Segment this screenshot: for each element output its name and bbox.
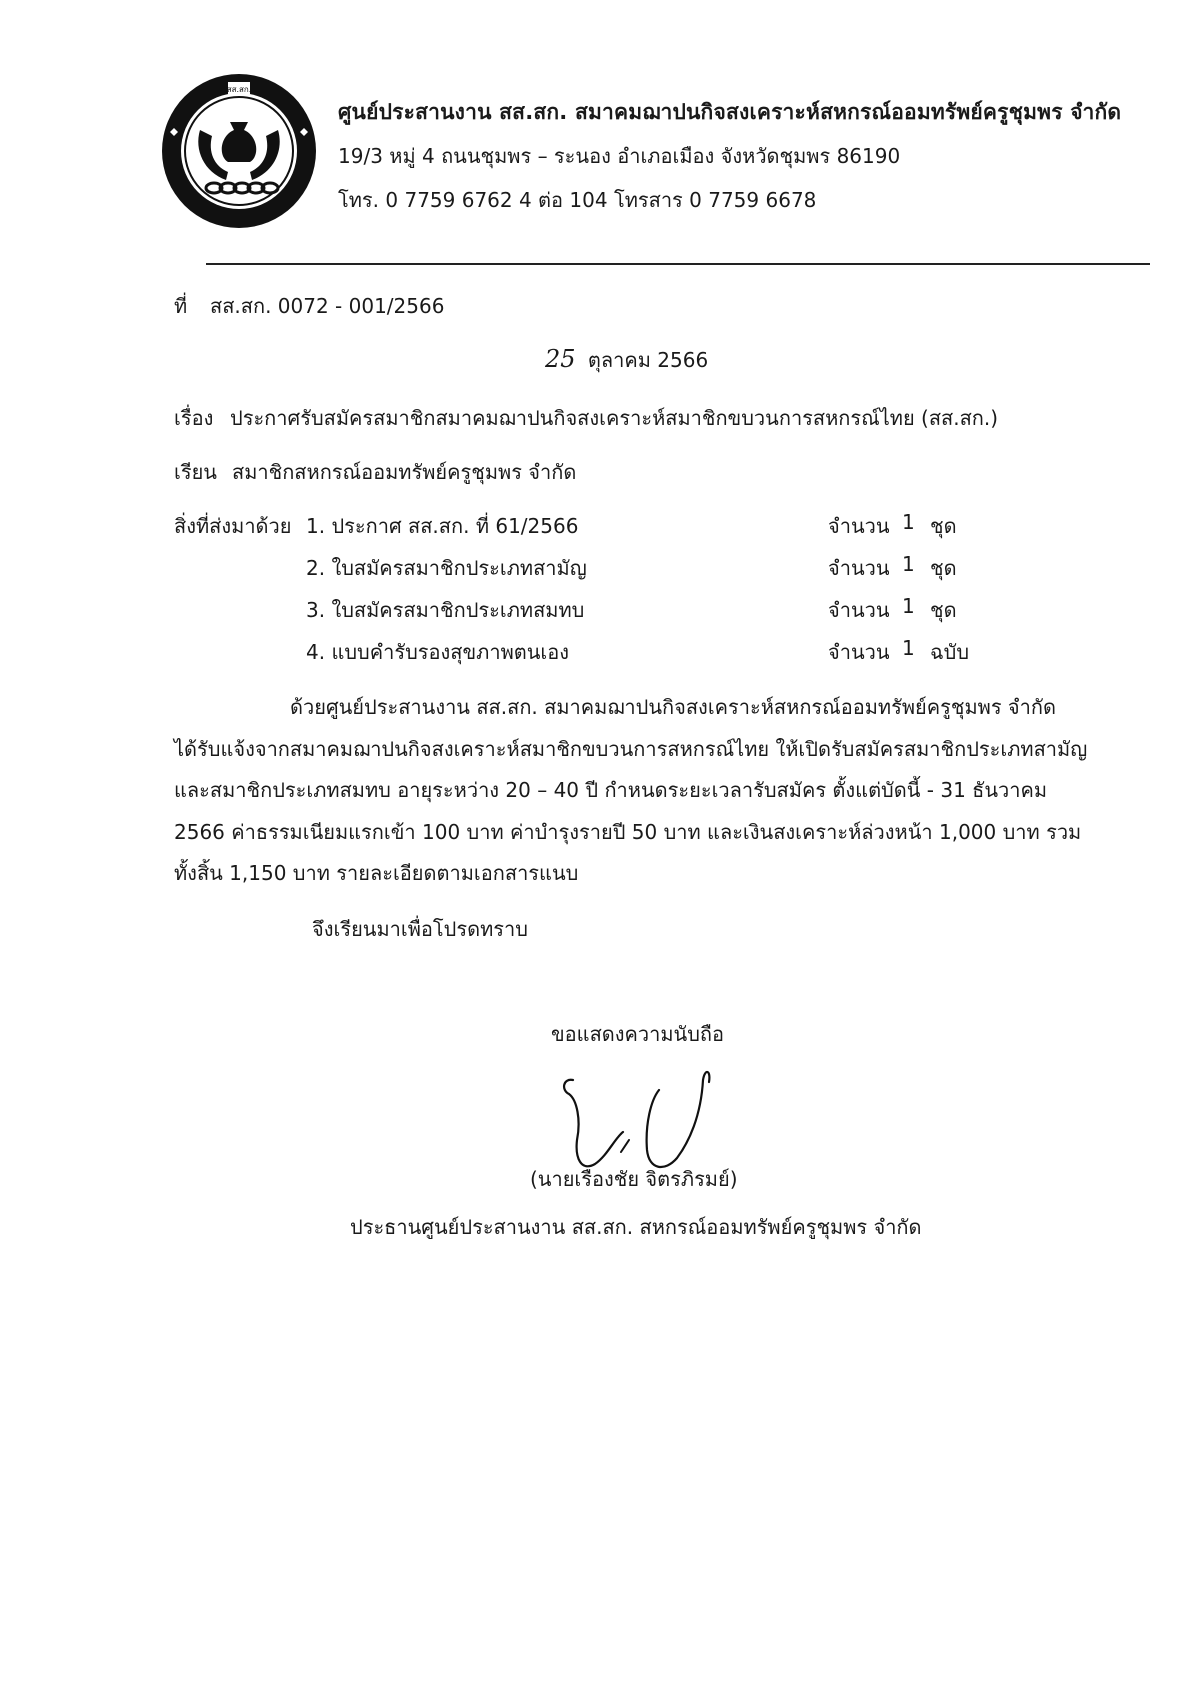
reference-label: ที่ <box>174 294 188 318</box>
recipient-text: สมาชิกสหกรณ์ออมทรัพย์ครูชุมพร จำกัด <box>232 460 577 484</box>
body-line: ด้วยศูนย์ประสานงาน สส.สก. สมาคมฌาปนกิจสงเคราะห์สหกรณ์ออมทรัพย์ครูชุมพร จำกัด <box>290 695 1056 719</box>
enclosure-qty: 1 <box>902 594 915 618</box>
body-line: และสมาชิกประเภทสมทบ อายุระหว่าง 20 – 40 ปี กำหนดระยะเวลารับสมัคร ตั้งแต่บัดนี้ - 31 ธันวาคม <box>174 778 1048 802</box>
recipient-label: เรียน <box>174 460 217 484</box>
enclosure-unit: ชุด <box>930 556 957 580</box>
enclosure-item-text: 1. ประกาศ สส.สก. ที่ 61/2566 <box>306 514 579 538</box>
closing-salutation: ขอแสดงความนับถือ <box>551 1022 725 1046</box>
enclosure-qty-label: จำนวน <box>828 556 890 580</box>
enclosure-item-text: 3. ใบสมัครสมาชิกประเภทสมทบ <box>306 598 585 622</box>
logo-text: สส.สก. <box>226 85 252 94</box>
letter-date <box>545 344 708 376</box>
enclosure-item-text: 4. แบบคำรับรองสุขภาพตนเอง <box>306 640 570 664</box>
organization-address: 19/3 หมู่ 4 ถนนชุมพร – ระนอง อำเภอเมือง จังหวัดชุมพร 86190 <box>338 144 901 168</box>
body-line: ได้รับแจ้งจากสมาคมฌาปนกิจสงเคราะห์สมาชิกขบวนการสหกรณ์ไทย ให้เปิดรับสมัครสมาชิกประเภทสามัญ <box>174 736 1088 761</box>
letter-body <box>174 687 1088 895</box>
enclosure-qty-label: จำนวน <box>828 514 890 538</box>
enclosures-label: สิ่งที่ส่งมาด้วย <box>174 514 292 538</box>
enclosure-unit: ชุด <box>930 514 957 538</box>
enclosure-unit: ฉบับ <box>930 640 970 664</box>
enclosure-qty: 1 <box>902 636 915 660</box>
closing-request: จึงเรียนมาเพื่อโปรดทราบ <box>312 917 528 941</box>
enclosure-qty: 1 <box>902 510 915 534</box>
association-logo <box>160 72 318 230</box>
signer-name: (นายเรืองชัย จิตรภิรมย์) <box>530 1167 738 1191</box>
enclosure-qty-label: จำนวน <box>828 640 890 664</box>
header-divider <box>206 263 1150 265</box>
organization-phone: โทร. 0 7759 6762 4 ต่อ 104 โทรสาร 0 7759 6678 <box>338 188 817 212</box>
enclosure-qty: 1 <box>902 552 915 576</box>
signer-title: ประธานศูนย์ประสานงาน สส.สก. สหกรณ์ออมทรัพย์ครูชุมพร จำกัด <box>350 1215 922 1239</box>
organization-name: ศูนย์ประสานงาน สส.สก. สมาคมฌาปนกิจสงเคราะห์สหกรณ์ออมทรัพย์ครูชุมพร จำกัด <box>338 100 1122 124</box>
date-month-year: ตุลาคม 2566 <box>587 348 709 372</box>
enclosure-qty-label: จำนวน <box>828 598 890 622</box>
subject-text: ประกาศรับสมัครสมาชิกสมาคมฌาปนกิจสงเคราะห์สมาชิกขบวนการสหกรณ์ไทย (สส.สก.) <box>230 406 999 430</box>
enclosure-item-text: 2. ใบสมัครสมาชิกประเภทสามัญ <box>306 556 587 580</box>
subject-label: เรื่อง <box>174 406 214 430</box>
body-line: ทั้งสิ้น 1,150 บาท รายละเอียดตามเอกสารแนบ <box>174 861 579 885</box>
date-day-handwritten: 25 <box>545 345 576 373</box>
body-line: 2566 ค่าธรรมเนียมแรกเข้า 100 บาท ค่าบำรุงรายปี 50 บาท และเงินสงเคราะห์ล่วงหน้า 1,000 บาท รวม <box>174 819 1082 844</box>
enclosure-unit: ชุด <box>930 598 957 622</box>
handwritten-signature <box>555 1060 725 1180</box>
reference-number: สส.สก. 0072 - 001/2566 <box>210 294 445 318</box>
